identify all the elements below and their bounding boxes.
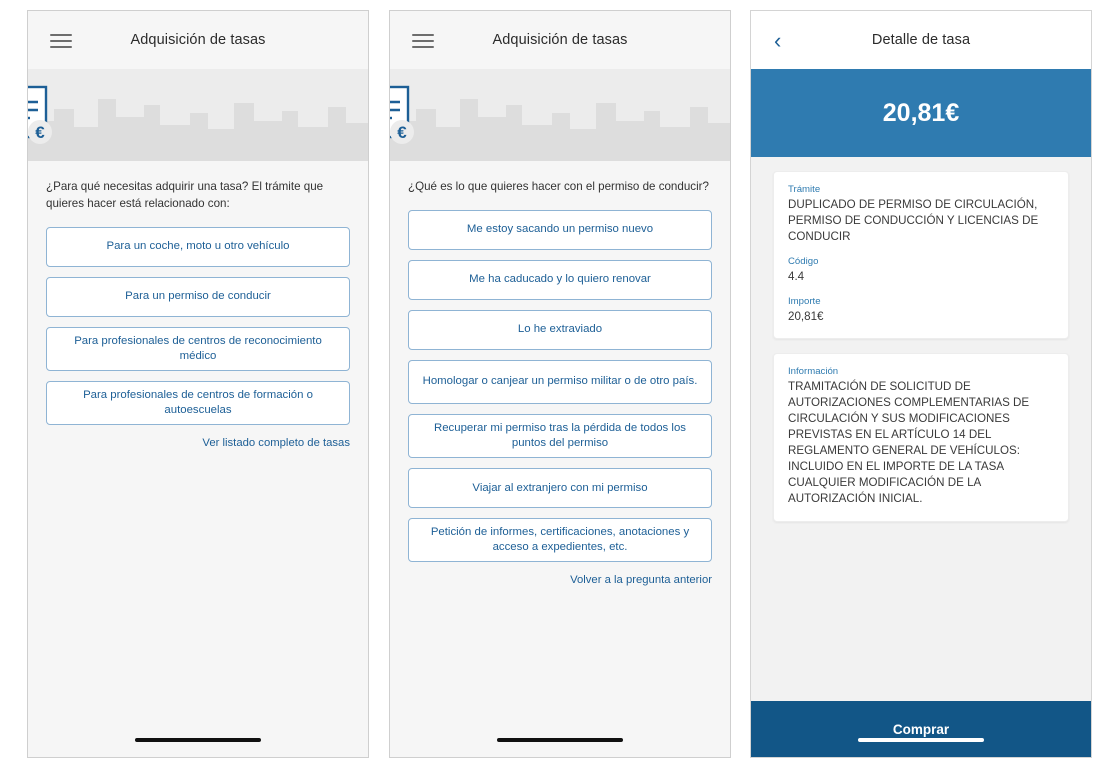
field-label-importe: Importe (788, 295, 821, 307)
field-value-tramite: DUPLICADO DE PERMISO DE CIRCULACIÓN, PERMISO DE CONDUCCIÓN Y LICENCIAS DE CONDUCIR (788, 198, 1039, 243)
option-button-extraviado[interactable]: Lo he extraviado (408, 310, 712, 350)
page-title: Detalle de tasa (871, 32, 971, 48)
field-value-codigo: 4.4 (788, 269, 805, 283)
tasa-info-card (773, 171, 1069, 339)
city-skyline-graphic (28, 69, 368, 161)
topbar (28, 11, 368, 69)
svg-text:€: € (35, 123, 45, 142)
phone-screen-tasas-permiso (389, 10, 731, 758)
amount-banner (751, 69, 1091, 157)
panel-body (28, 161, 368, 449)
panel-body (390, 161, 730, 586)
link-listado-completo[interactable]: Ver listado completo de tasas (202, 437, 350, 450)
amount-value: 20,81€ (882, 98, 960, 127)
field-label-informacion: Información (788, 366, 839, 378)
city-skyline-graphic (390, 69, 730, 161)
option-button-viajar-extranjero[interactable]: Viajar al extranjero con mi permiso (408, 468, 712, 508)
page-title: Adquisición de tasas (492, 32, 628, 48)
topbar (390, 11, 730, 69)
link-volver-pregunta-anterior[interactable]: Volver a la pregunta anterior (570, 574, 712, 587)
detail-content (751, 157, 1091, 703)
phone-screen-detalle-tasa (750, 10, 1092, 758)
document-euro-icon (390, 84, 418, 146)
field-value-importe: 20,81€ (788, 309, 824, 323)
home-indicator (135, 738, 261, 743)
option-button-renovar[interactable]: Me ha caducado y lo quiero renovar (408, 260, 712, 300)
home-indicator (858, 738, 984, 743)
question-text: ¿Para qué necesitas adquirir una tasa? El trámite que quieres hacer está relacionado con: (46, 180, 324, 210)
svg-text:€: € (397, 123, 407, 142)
question-text: ¿Qué es lo que quieres hacer con el permiso de conducir? (408, 180, 709, 193)
option-button-recuperar-puntos[interactable]: Recuperar mi permiso tras la pérdida de todos los puntos del permiso (408, 414, 712, 458)
field-label-tramite: Trámite (788, 184, 821, 195)
option-button-centros-reconocimiento[interactable]: Para profesionales de centros de reconocimiento médico (46, 327, 350, 371)
topbar (751, 11, 1091, 69)
informacion-card (773, 353, 1069, 522)
page-title: Adquisición de tasas (130, 32, 266, 48)
option-button-vehiculo[interactable]: Para un coche, moto u otro vehículo (46, 227, 350, 267)
hamburger-menu-icon[interactable] (412, 34, 434, 48)
option-button-permiso-nuevo[interactable]: Me estoy sacando un permiso nuevo (408, 210, 712, 250)
field-label-codigo: Código (788, 255, 819, 267)
option-button-centros-formacion[interactable]: Para profesionales de centros de formación o autoescuelas (46, 381, 350, 425)
option-button-homologar[interactable]: Homologar o canjear un permiso militar o de otro país. (408, 360, 712, 404)
chevron-left-icon[interactable]: ‹ (774, 28, 782, 53)
option-button-peticion-informes[interactable]: Petición de informes, certificaciones, anotaciones y acceso a expedientes, etc. (408, 518, 712, 562)
phone-screen-tasas-home (27, 10, 369, 758)
option-button-permiso-conducir[interactable]: Para un permiso de conducir (46, 277, 350, 317)
document-euro-icon (28, 84, 56, 146)
comprar-button[interactable] (751, 701, 1091, 757)
home-indicator (497, 738, 623, 743)
field-value-informacion: TRAMITACIÓN DE SOLICITUD DE AUTORIZACIONES COMPLEMENTARIAS DE CIRCULACIÓN Y SUS MODIFICACIONES PREVISTAS EN EL ARTÍCULO 14 DEL REGLAMENTO GENERAL DE VEHÍCULOS: INCLUIDO EN EL IMPORTE DE LA TASA CUALQUIER MODIFICACIÓN DE LA AUTORIZACIÓN INICIAL. (788, 380, 1030, 506)
hero-banner (28, 69, 368, 161)
comprar-button-label: Comprar (892, 721, 950, 737)
hamburger-menu-icon[interactable] (50, 34, 72, 48)
hero-banner (390, 69, 730, 161)
